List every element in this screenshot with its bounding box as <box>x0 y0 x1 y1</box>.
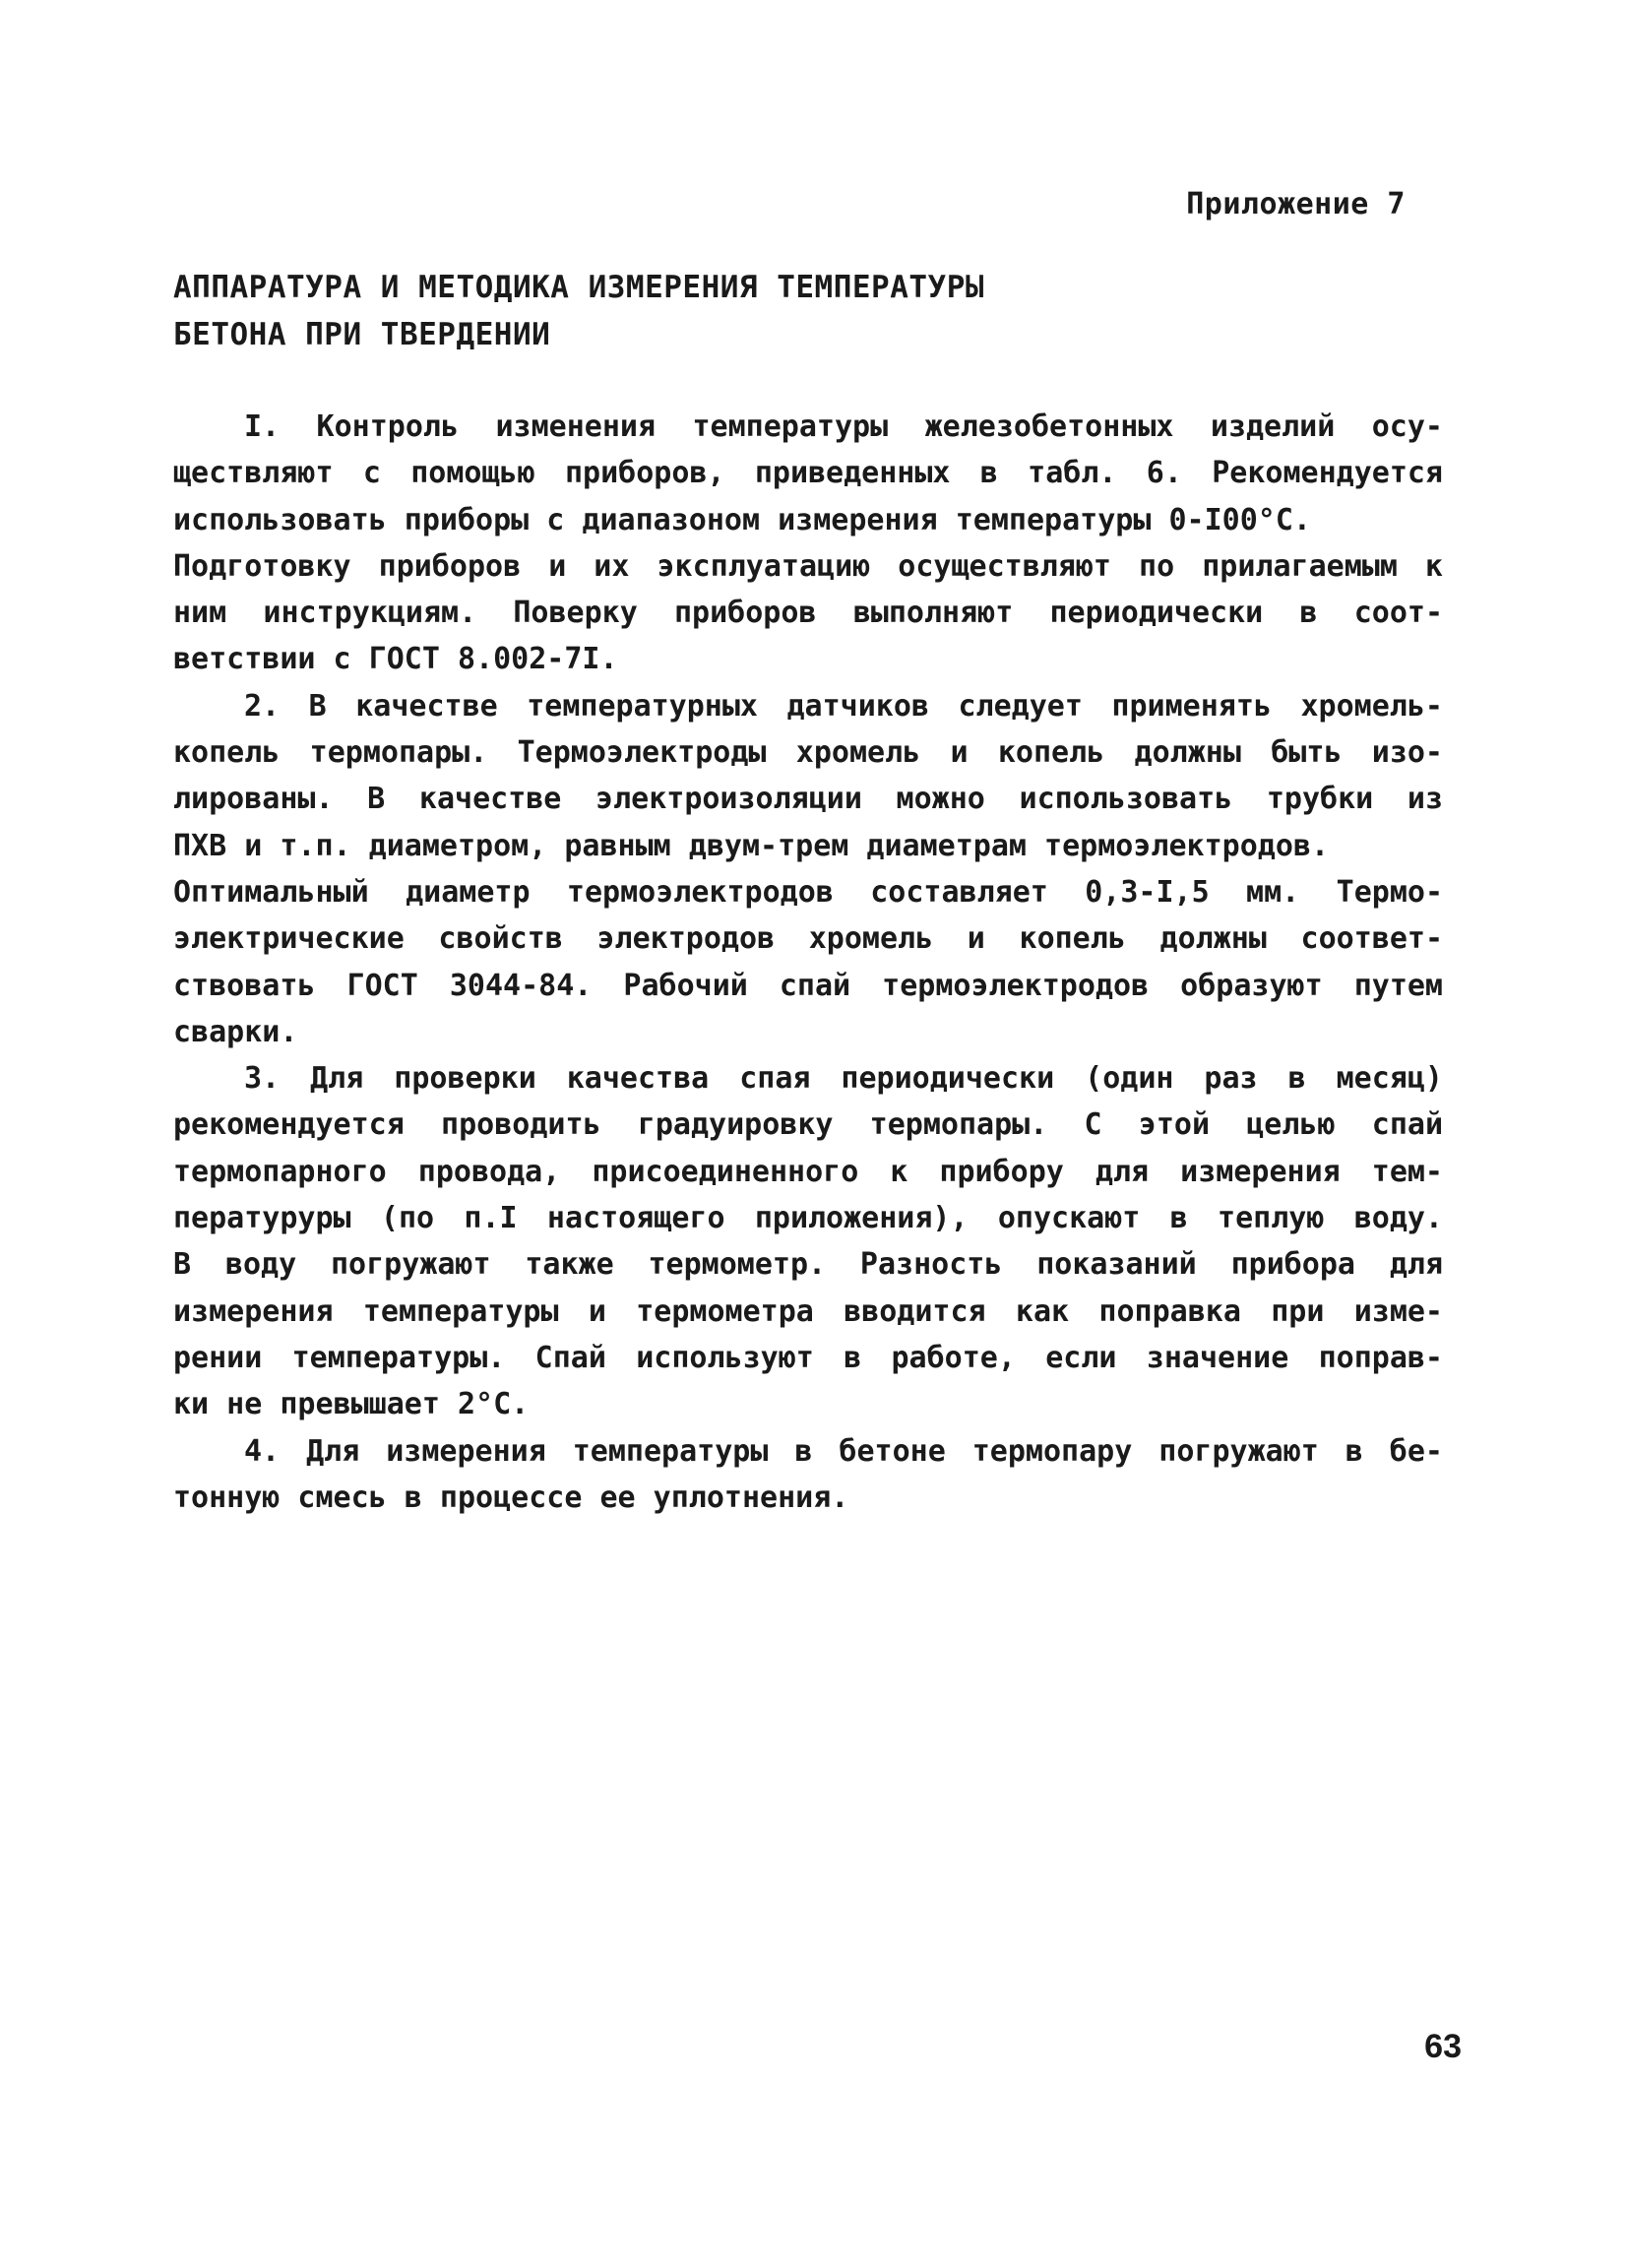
text-line: 3. Для проверки качества спая периодически (один раз в месяц) <box>244 1061 1443 1097</box>
text-line: В воду погружают также термометр. Разность показаний прибора для <box>173 1247 1443 1283</box>
text-line: использовать приборы с диапазоном измерения температуры 0-I00°С. <box>173 502 1311 537</box>
text-line: ПХВ и т.п. диаметром, равным двум-трем диаметрам термоэлектродов. <box>173 828 1329 863</box>
page-number: 63 <box>1424 2028 1462 2065</box>
text-line: копель термопары. Термоэлектроды хромель и копель должны быть изо- <box>173 735 1443 771</box>
text-line: 2. В качестве температурных датчиков следует применять хромель- <box>244 688 1443 724</box>
text-line: пературуры (по п.I настоящего приложения), опускают в теплую воду. <box>173 1201 1443 1236</box>
text-line: лированы. В качестве электроизоляции можно использовать трубки из <box>173 782 1443 817</box>
paragraph-2 <box>173 683 1443 1055</box>
text-line: Подготовку приборов и их эксплуатацию осуществляют по прилагаемым к <box>173 548 1443 584</box>
title-line: АППАРАТУРА И МЕТОДИКА ИЗМЕРЕНИЯ ТЕМПЕРАТУРЫ <box>173 270 985 305</box>
text-line: рении температуры. Спай используют в работе, если значение поправ- <box>173 1340 1443 1375</box>
appendix-label: Приложение 7 <box>1186 187 1406 221</box>
document-title <box>173 264 984 358</box>
text-line: термопарного провода, присоединенного к прибору для измерения тем- <box>173 1154 1443 1189</box>
text-line: ветствии с ГОСТ 8.002-7I. <box>173 642 618 677</box>
text-line: сварки. <box>173 1014 298 1049</box>
text-line: ствовать ГОСТ 3044-84. Рабочий спай термоэлектродов образуют путем <box>173 968 1443 1003</box>
text-line: электрические свойств электродов хромель и копель должны соответ- <box>173 921 1443 957</box>
text-line: ним инструкциям. Поверку приборов выполняют периодически в соот- <box>173 596 1443 631</box>
text-line: ществляют с помощью приборов, приведенных в табл. 6. Рекомендуется <box>173 456 1443 491</box>
text-line: I. Контроль изменения температуры железобетонных изделий осу- <box>244 410 1443 444</box>
body-text <box>173 404 1443 1521</box>
title-line: БЕТОНА ПРИ ТВЕРДЕНИИ <box>173 317 551 352</box>
text-line: Оптимальный диаметр термоэлектродов составляет 0,3-I,5 мм. Термо- <box>173 874 1443 910</box>
text-line: тонную смесь в процессе ее уплотнения. <box>173 1480 849 1515</box>
text-line: рекомендуется проводить градуировку термопары. С этой целью спай <box>173 1107 1443 1143</box>
paragraph-3 <box>173 1055 1443 1427</box>
paragraph-4 <box>173 1428 1443 1522</box>
text-line: 4. Для измерения температуры в бетоне термопару погружают в бе- <box>244 1433 1443 1469</box>
text-line: ки не превышает 2°С. <box>173 1387 530 1422</box>
paragraph-1 <box>173 404 1443 683</box>
text-line: измерения температуры и термометра вводится как поправка при изме- <box>173 1293 1443 1329</box>
